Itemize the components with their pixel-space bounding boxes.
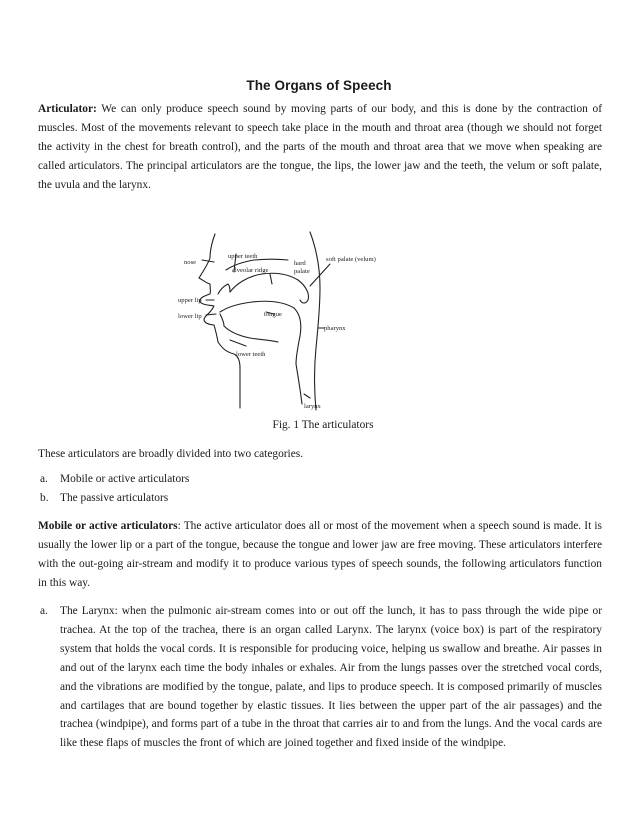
categories-list: [38, 470, 602, 508]
mobile-lead: Mobile or active articulators: [38, 520, 178, 532]
articulators-diagram: [170, 228, 430, 418]
list-item-label: Mobile or active articulators: [60, 473, 190, 485]
label-soft-palate: soft palate (velum): [326, 256, 376, 263]
lower-jaw: [224, 326, 278, 342]
label-tongue: tongue: [264, 311, 282, 318]
list-item: [38, 489, 602, 508]
mobile-paragraph: [38, 517, 602, 593]
velum: [298, 280, 309, 303]
intro-paragraph: [38, 100, 602, 195]
page-title: The Organs of Speech: [246, 78, 392, 93]
list-item-label: The passive articulators: [60, 491, 169, 504]
list-marker: b.: [40, 491, 49, 504]
label-lower-teeth: lower teeth: [236, 351, 266, 358]
articulator-list: [38, 602, 602, 753]
categories-intro: These articulators are broadly divided into two categories.: [38, 448, 304, 460]
label-hard-palate-2: palate: [294, 268, 310, 275]
list-marker: a.: [40, 605, 48, 617]
hard-palate: [230, 273, 298, 292]
figure-caption: Fig. 1 The articulators: [272, 419, 374, 431]
label-larynx: larynx: [304, 403, 321, 410]
pharynx-wall: [310, 232, 320, 410]
label-upper-lip: upper lip: [178, 297, 202, 304]
intro-lead: Articulator:: [38, 103, 97, 115]
larynx-text: The Larynx: when the pulmonic air-stream comes into or out off the lunch, it has to pass through the wide pipe or trachea. At the top of the trachea, there is an organ called Larynx. The larynx (voice box) is part of the respiratory system that holds the vocal cords. It is responsible for producing voice, helping us swallow and breathe. Air passes in and out of the larynx each time the body inhales or exhales. Air from the lungs passes over the stretched vocal cords, and the vibrations are modified by the tongue, palate, and lips to produce speech. It is composed primarily of muscles and cartilages that are bound together by elastic tissues. It lies between the upper part of the air passages) and the trachea (windpipe), and forms part of a tube in the throat that carries air to and from the lungs. And the vocal cards are like these flaps of muscles the front of which are joined together and fixed inside of the windpipe.: [60, 605, 602, 750]
intro-text: We can only produce speech sound by moving parts of our body, and this is done by the contraction of muscles. Most of the movements relevant to speech take place in the mouth and throat area (though we should not forget the activity in the chest for breath control), and the parts of the mouth and throat area that we move when speaking are called articulators. The principal articulators are the tongue, the lips, the lower jaw and the teeth, the velum or soft palate, the uvula and the larynx.: [38, 103, 602, 191]
label-alveolar-ridge: alveolar ridge: [232, 267, 269, 274]
list-item: [38, 602, 602, 753]
list-marker: a.: [40, 473, 48, 485]
label-upper-teeth: upper teeth: [228, 253, 258, 260]
list-item: [38, 470, 602, 489]
upper-teeth: [218, 284, 230, 294]
mobile-text: : The active articulator does all or most of the movement when a speech sound is made. It is usually the lower lip or a part of the tongue, because the tongue and lower jaw are free moving. These articulators interfere with the out-going air-stream and modify it to produce various types of speech sounds, the following articulators function in this way.: [38, 520, 602, 589]
label-hard-palate-1: hard: [294, 260, 306, 267]
label-pharynx: pharynx: [324, 325, 346, 332]
label-nose: nose: [184, 259, 197, 266]
larynx-tube: [296, 364, 302, 404]
articulators-figure: [170, 228, 430, 418]
label-lower-lip: lower lip: [178, 313, 202, 320]
lower-teeth: [220, 314, 224, 326]
